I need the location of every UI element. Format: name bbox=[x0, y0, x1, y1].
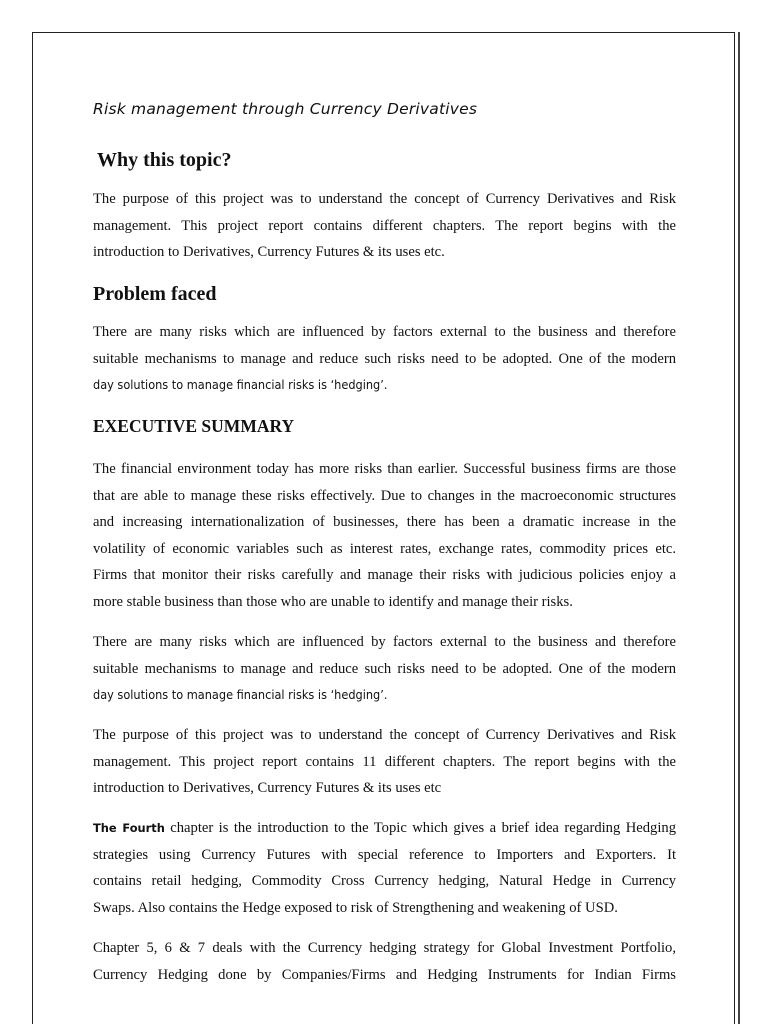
text-line: contains retail hedging, Commodity Cross Currency hedging, Natural Hedge in Currency bbox=[93, 873, 676, 890]
text-line: management. This project report contains different chapters. The report begins with the bbox=[93, 217, 676, 234]
text-line: more stable business than those who are unable to identify and manage their risks. bbox=[93, 593, 573, 610]
executive-summary-heading: EXECUTIVE SUMMARY bbox=[93, 416, 295, 436]
text-line: day solutions to manage financial risks is ‘hedging’. bbox=[93, 377, 388, 393]
text-line: introduction to Derivatives, Currency Futures & its uses etc. bbox=[93, 244, 445, 261]
text-line: and increasing internationalization of businesses, there has been a dramatic increase in the bbox=[93, 514, 676, 531]
text-line: There are many risks which are influenced by factors external to the business and therefore bbox=[93, 634, 676, 650]
text-line: Swaps. Also contains the Hedge exposed to risk of Strengthening and weakening of USD. bbox=[93, 899, 618, 916]
text-line: suitable mechanisms to manage and reduce such risks need to be adopted. One of the modern bbox=[93, 350, 676, 367]
text-line: volatility of economic variables such as interest rates, exchange rates, commodity prices etc. bbox=[93, 540, 676, 557]
text-line: Currency Hedging done by Companies/Firms and Hedging Instruments for Indian Firms bbox=[93, 966, 676, 983]
why-this-topic-heading: Why this topic? bbox=[97, 149, 232, 171]
executive-summary-paragraph-5 bbox=[93, 935, 676, 988]
executive-summary-paragraph-4 bbox=[93, 815, 676, 921]
text-line: suitable mechanisms to manage and reduce such risks need to be adopted. One of the modern bbox=[93, 660, 676, 677]
text-line: day solutions to manage financial risks is ‘hedging’. bbox=[93, 687, 388, 703]
page-frame-edge bbox=[738, 32, 740, 1024]
why-paragraph bbox=[93, 186, 676, 266]
problem-faced-heading: Problem faced bbox=[93, 283, 217, 305]
text-line: Firms that monitor their risks carefully and manage their risks with judicious policies enjoy a bbox=[93, 567, 676, 584]
text-line: The purpose of this project was to understand the concept of Currency Derivatives and Risk bbox=[93, 727, 676, 743]
executive-summary-paragraph-1 bbox=[93, 456, 676, 616]
text-line-rest: chapter is the introduction to the Topic which gives a brief idea regarding Hedging bbox=[164, 820, 676, 836]
text-line: There are many risks which are influenced by factors external to the business and therefore bbox=[93, 324, 676, 340]
executive-summary-paragraph-3 bbox=[93, 722, 676, 802]
text-line: Chapter 5, 6 & 7 deals with the Currency hedging strategy for Global Investment Portfolio, bbox=[93, 940, 676, 956]
executive-summary-paragraph-2 bbox=[93, 629, 676, 709]
text-line: that are able to manage these risks effectively. Due to changes in the macroeconomic structures bbox=[93, 487, 676, 504]
document-title: Risk management through Currency Derivatives bbox=[93, 100, 478, 118]
text-line: management. This project report contains 11 different chapters. The report begins with the bbox=[93, 753, 676, 770]
text-line bbox=[93, 815, 676, 842]
text-line: introduction to Derivatives, Currency Futures & its uses etc bbox=[93, 780, 442, 797]
problem-paragraph bbox=[93, 319, 676, 399]
text-line: strategies using Currency Futures with special reference to Importers and Exporters. It bbox=[93, 846, 676, 863]
text-line: The financial environment today has more risks than earlier. Successful business firms are those bbox=[93, 461, 676, 477]
chapter-lead-text: The Fourth bbox=[93, 821, 165, 835]
text-line: The purpose of this project was to understand the concept of Currency Derivatives and Risk bbox=[93, 191, 676, 207]
